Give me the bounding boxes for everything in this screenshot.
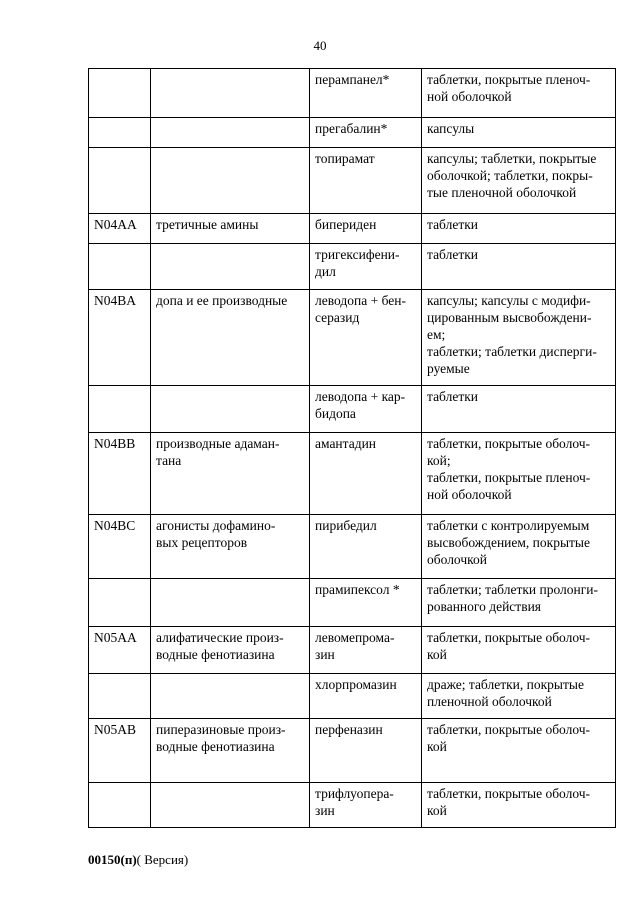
drug-name-cell: перампанел* xyxy=(310,69,422,118)
drug-name-cell: левомепрома- зин xyxy=(310,627,422,674)
drug-name-cell: прегабалин* xyxy=(310,118,422,148)
drug-name-cell: пирибедил xyxy=(310,515,422,579)
atc-code-cell xyxy=(89,118,151,148)
dosage-form-cell: капсулы; таблетки, покрытые оболочкой; таблетки, покры- тые пленочной оболочкой xyxy=(422,148,616,214)
group-cell xyxy=(151,244,310,290)
atc-code-cell: N04BA xyxy=(89,290,151,386)
atc-code-cell xyxy=(89,148,151,214)
group-cell: пиперазиновые произ- водные фенотиазина xyxy=(151,719,310,783)
table-row xyxy=(89,719,616,783)
group-cell xyxy=(151,69,310,118)
table-row xyxy=(89,69,616,118)
table-row xyxy=(89,674,616,719)
group-cell xyxy=(151,148,310,214)
dosage-form-cell: таблетки xyxy=(422,214,616,244)
table-row xyxy=(89,627,616,674)
drug-name-cell: хлорпромазин xyxy=(310,674,422,719)
dosage-form-cell: драже; таблетки, покрытые пленочной оболочкой xyxy=(422,674,616,719)
drug-name-cell: топирамат xyxy=(310,148,422,214)
dosage-form-cell: капсулы; капсулы с модифи- цированным высвобождени- ем; таблетки; таблетки дисперги- руемые xyxy=(422,290,616,386)
dosage-form-cell: таблетки xyxy=(422,244,616,290)
dosage-form-cell: таблетки, покрытые пленоч- ной оболочкой xyxy=(422,69,616,118)
table-row xyxy=(89,290,616,386)
drug-name-cell: леводопа + кар- бидопа xyxy=(310,386,422,433)
dosage-form-cell: таблетки xyxy=(422,386,616,433)
dosage-form-cell: таблетки, покрытые оболоч- кой; таблетки, покрытые пленоч- ной оболочкой xyxy=(422,433,616,515)
dosage-form-cell: таблетки с контролируемым высвобождением, покрытые оболочкой xyxy=(422,515,616,579)
drug-table xyxy=(88,68,616,828)
atc-code-cell xyxy=(89,244,151,290)
group-cell: алифатические произ- водные фенотиазина xyxy=(151,627,310,674)
group-cell xyxy=(151,579,310,627)
table-row xyxy=(89,118,616,148)
dosage-form-cell: таблетки, покрытые оболоч- кой xyxy=(422,719,616,783)
table-row xyxy=(89,244,616,290)
version-label: ( Версия) xyxy=(136,852,189,867)
atc-code-cell xyxy=(89,674,151,719)
drug-name-cell: перфеназин xyxy=(310,719,422,783)
drug-name-cell: амантадин xyxy=(310,433,422,515)
dosage-form-cell: таблетки; таблетки пролонги- рованного действия xyxy=(422,579,616,627)
group-cell: агонисты дофамино- вых рецепторов xyxy=(151,515,310,579)
atc-code-cell: N04BC xyxy=(89,515,151,579)
table-row xyxy=(89,386,616,433)
dosage-form-cell: таблетки, покрытые оболоч- кой xyxy=(422,783,616,828)
atc-code-cell xyxy=(89,69,151,118)
document-id: 00150(п) xyxy=(88,852,137,867)
table-row xyxy=(89,515,616,579)
dosage-form-cell: капсулы xyxy=(422,118,616,148)
atc-code-cell xyxy=(89,386,151,433)
group-cell xyxy=(151,783,310,828)
group-cell xyxy=(151,386,310,433)
group-cell: третичные амины xyxy=(151,214,310,244)
drug-name-cell: тригексифени- дил xyxy=(310,244,422,290)
table-row xyxy=(89,579,616,627)
atc-code-cell xyxy=(89,579,151,627)
drug-name-cell: трифлуопера- зин xyxy=(310,783,422,828)
footer-version xyxy=(88,852,188,868)
table-row xyxy=(89,433,616,515)
drug-name-cell: бипериден xyxy=(310,214,422,244)
group-cell: производные адаман- тана xyxy=(151,433,310,515)
table-row xyxy=(89,214,616,244)
group-cell xyxy=(151,118,310,148)
page-number: 40 xyxy=(313,38,327,53)
drug-name-cell: леводопа + бен- серазид xyxy=(310,290,422,386)
atc-code-cell: N04BB xyxy=(89,433,151,515)
group-cell: допа и ее производные xyxy=(151,290,310,386)
atc-code-cell: N05AA xyxy=(89,627,151,674)
atc-code-cell: N05AB xyxy=(89,719,151,783)
table-row xyxy=(89,148,616,214)
table-row xyxy=(89,783,616,828)
dosage-form-cell: таблетки, покрытые оболоч- кой xyxy=(422,627,616,674)
atc-code-cell: N04AA xyxy=(89,214,151,244)
group-cell xyxy=(151,674,310,719)
drug-name-cell: прамипексол * xyxy=(310,579,422,627)
atc-code-cell xyxy=(89,783,151,828)
